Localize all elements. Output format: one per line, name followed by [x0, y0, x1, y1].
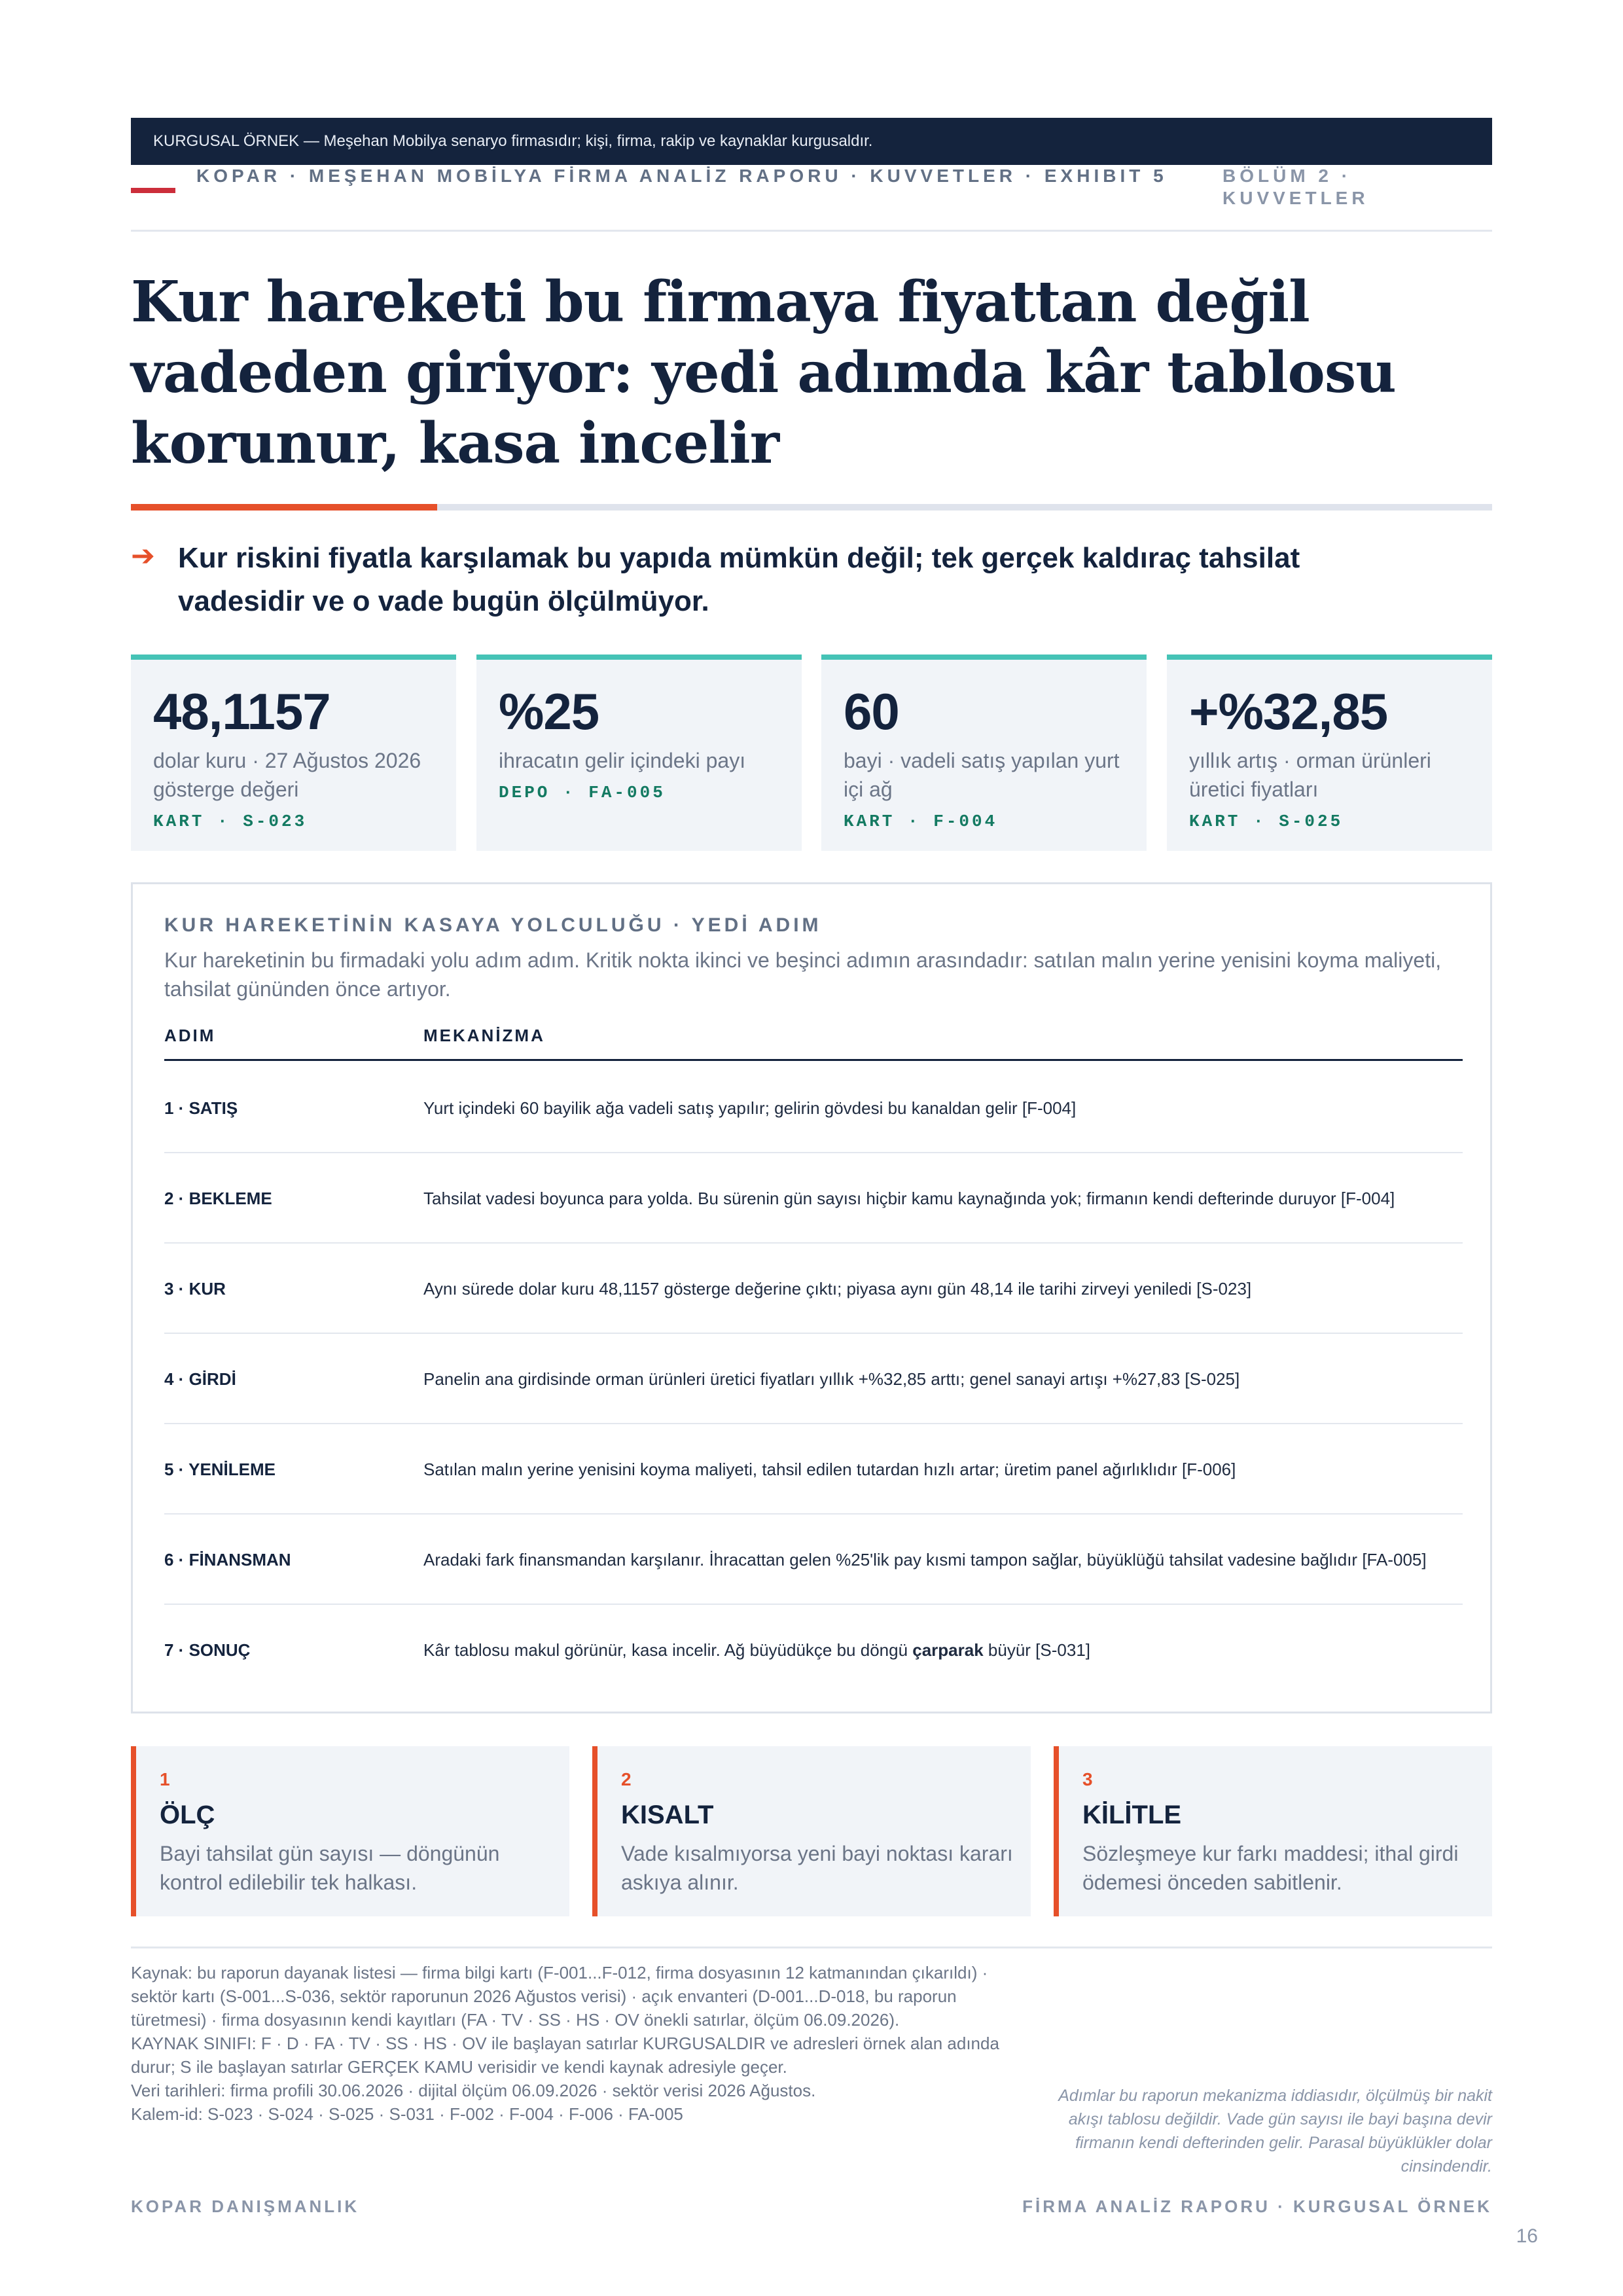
- action-heading: KISALT: [621, 1801, 714, 1829]
- step-mechanism: Yurt içindeki 60 bayilik ağa vadeli satış yapılır; gelirin gövdesi bu kanaldan gelir [F-004]: [423, 1098, 1077, 1118]
- column-header-mechanism: MEKANİZMA: [423, 1026, 545, 1045]
- kpi-card: [821, 655, 1147, 851]
- step-mechanism: [423, 1605, 1444, 1695]
- step-label: 5 · YENİLEME: [164, 1459, 276, 1479]
- action-row: [131, 1746, 1492, 1916]
- sources-block: [131, 1961, 1008, 2126]
- action-heading: ÖLÇ: [160, 1801, 215, 1829]
- kpi-source: KART · S-023: [153, 812, 308, 831]
- kpi-source: DEPO · FA-005: [499, 783, 666, 802]
- source-line: Kalem-id: S-023 · S-024 · S-025 · S-031 · F-002 · F-004 · F-006 · FA-005: [131, 2104, 683, 2124]
- running-header: [131, 165, 1492, 232]
- step-mechanism: Tahsilat vadesi boyunca para yolda. Bu sürenin gün sayısı hiçbir kamu kaynağında yok; firmanın kendi defterinde duruyor [F-004]: [423, 1189, 1395, 1208]
- kpi-label: dolar kuru · 27 Ağustos 2026 gösterge değeri: [153, 749, 421, 801]
- table-row: [164, 1515, 1463, 1605]
- step-mechanism: Aynı sürede dolar kuru 48,1157 gösterge değerine çıktı; piyasa aynı gün 48,14 ile tarihi zirveyi yeniledi [S-023]: [423, 1279, 1252, 1299]
- step-label: 3 · KUR: [164, 1278, 226, 1299]
- table-row: [164, 1424, 1463, 1515]
- action-card: [1054, 1746, 1492, 1916]
- page-title: Kur hareketi bu firmaya fiyattan değil vadeden giriyor: yedi adımda kâr tablosu korunur, kasa incelir: [131, 269, 1396, 476]
- source-line: Kaynak: bu raporun dayanak listesi — firma bilgi kartı (F-001...F-012, firma dosyasının 12 katmanından çıkarıldı) · sektör kartı (S-001...S-036, sektör raporunun 2026 Ağustos verisi) · açık envanteri (D-001...D-018, bu raporun türetmesi) · firma dosyasının kendi kayıtları (FA · TV · SS · HS · OV önekli satırlar, ölçüm 06.09.2026).: [131, 1963, 988, 2030]
- kpi-label: ihracatın gelir içindeki payı: [499, 749, 746, 772]
- mechanism-text: Kâr tablosu makul görünür, kasa incelir. Ağ büyüdükçe bu döngü: [423, 1640, 913, 1660]
- source-line: Veri tarihleri: firma profili 30.06.2026 · dijital ölçüm 06.09.2026 · sektör verisi 2026 Ağustos.: [131, 2081, 816, 2100]
- arrow-right-icon: ➔: [131, 540, 155, 572]
- kpi-value: %25: [499, 683, 599, 740]
- breadcrumb: KOPAR · MEŞEHAN MOBİLYA FİRMA ANALİZ RAPORU · KUVVETLER · EXHIBIT 5: [196, 166, 1168, 186]
- step-label: 2 · BEKLEME: [164, 1188, 272, 1208]
- kpi-card: [476, 655, 802, 851]
- kpi-value: +%32,85: [1189, 683, 1388, 740]
- page-number: 16: [1516, 2225, 1538, 2247]
- kpi-card: [1167, 655, 1492, 851]
- action-number: 1: [160, 1769, 170, 1789]
- action-description: Vade kısalmıyorsa yeni bayi noktası kararı askıya alınır.: [621, 1842, 1013, 1894]
- mechanism-text: büyür [S-031]: [983, 1640, 1090, 1660]
- action-heading: KİLİTLE: [1082, 1801, 1182, 1829]
- kpi-row: [131, 655, 1492, 851]
- table-row: [164, 1153, 1463, 1244]
- table-row: [164, 1334, 1463, 1424]
- table-row: [164, 1244, 1463, 1334]
- source-line: KAYNAK SINIFI: F · D · FA · TV · SS · HS · OV ile başlayan satırlar KURGUSALDIR ve adresleri örnek alan adında durur; S ile başlayan satırlar GERÇEK KAMU verisidir ve kendi kaynak adresiyle geçer.: [131, 2034, 999, 2077]
- table-row: [164, 1063, 1463, 1153]
- title-divider: [131, 504, 1492, 511]
- step-label: 4 · GİRDİ: [164, 1369, 236, 1389]
- kpi-label: bayi · vadeli satış yapılan yurt içi ağ: [844, 749, 1120, 801]
- section-label: BÖLÜM 2 · KUVVETLER: [1222, 166, 1369, 208]
- kpi-card: [131, 655, 456, 851]
- step-label: 1 · SATIŞ: [164, 1098, 238, 1118]
- exhibit-title: KUR HAREKETİNİN KASAYA YOLCULUĞU · YEDİ ADIM: [164, 914, 822, 936]
- kpi-value: 60: [844, 683, 899, 740]
- action-number: 2: [621, 1769, 632, 1789]
- steps-table: [164, 1063, 1463, 1695]
- action-number: 3: [1082, 1769, 1093, 1789]
- kpi-source: KART · F-004: [844, 812, 998, 831]
- footer-brand: KOPAR DANIŞMANLIK: [131, 2197, 360, 2216]
- footer-report-name: FİRMA ANALİZ RAPORU · KURGUSAL ÖRNEK: [1022, 2197, 1492, 2216]
- action-card: [592, 1746, 1031, 1916]
- header-red-rule: [131, 188, 175, 193]
- kpi-source: KART · S-025: [1189, 812, 1344, 831]
- sources-divider: [131, 1946, 1492, 1948]
- lead-text: Kur riskini fiyatla karşılamak bu yapıda mümkün değil; tek gerçek kaldıraç tahsilat vadesidir ve o vade bugün ölçülmüyor.: [178, 542, 1300, 617]
- action-card: [131, 1746, 569, 1916]
- action-description: Bayi tahsilat gün sayısı — döngünün kontrol edilebilir tek halkası.: [160, 1842, 500, 1894]
- table-row: [164, 1605, 1463, 1695]
- step-mechanism: Panelin ana girdisinde orman ürünleri üretici fiyatları yıllık +%32,85 arttı; genel sanayi artışı +%27,83 [S-025]: [423, 1369, 1240, 1389]
- kpi-label: yıllık artış · orman ürünleri üretici fiyatları: [1189, 749, 1431, 801]
- exhibit-description: Kur hareketinin bu firmadaki yolu adım adım. Kritik nokta ikinci ve beşinci adımın arasındadır: satılan malın yerine yenisini koyma maliyeti, tahsilat gününden önce artıyor.: [164, 948, 1442, 1001]
- method-note: Adımlar bu raporun mekanizma iddiasıdır, ölçülmüş bir nakit akışı tablosu değildir. Vade gün sayısı ile bayi başına devir firmanın kendi defterinden gelir. Parasal büyüklükler dolar cinsindendir.: [1058, 2087, 1492, 2176]
- fictional-example-banner: KURGUSAL ÖRNEK — Meşehan Mobilya senaryo firmasıdır; kişi, firma, rakip ve kaynaklar kurgusaldır.: [131, 118, 1492, 165]
- step-mechanism: Aradaki fark finansmandan karşılanır. İhracattan gelen %25'lik pay kısmi tampon sağlar, büyüklüğü tahsilat vadesine bağlıdır [FA-005]: [423, 1550, 1427, 1570]
- step-mechanism: Satılan malın yerine yenisini koyma maliyeti, tahsil edilen tutardan hızlı artar; üretim panel ağırlıklıdır [F-006]: [423, 1460, 1236, 1479]
- column-header-step: ADIM: [164, 1026, 216, 1045]
- mechanism-emphasis: çarparak: [912, 1640, 984, 1660]
- title-divider-accent: [131, 504, 437, 511]
- kpi-value: 48,1157: [153, 683, 330, 740]
- exhibit-panel: [131, 882, 1492, 1713]
- table-header: [164, 1026, 1463, 1061]
- action-description: Sözleşmeye kur farkı maddesi; ithal girdi ödemesi önceden sabitlenir.: [1082, 1842, 1459, 1894]
- step-label: 7 · SONUÇ: [164, 1640, 251, 1660]
- step-label: 6 · FİNANSMAN: [164, 1549, 291, 1570]
